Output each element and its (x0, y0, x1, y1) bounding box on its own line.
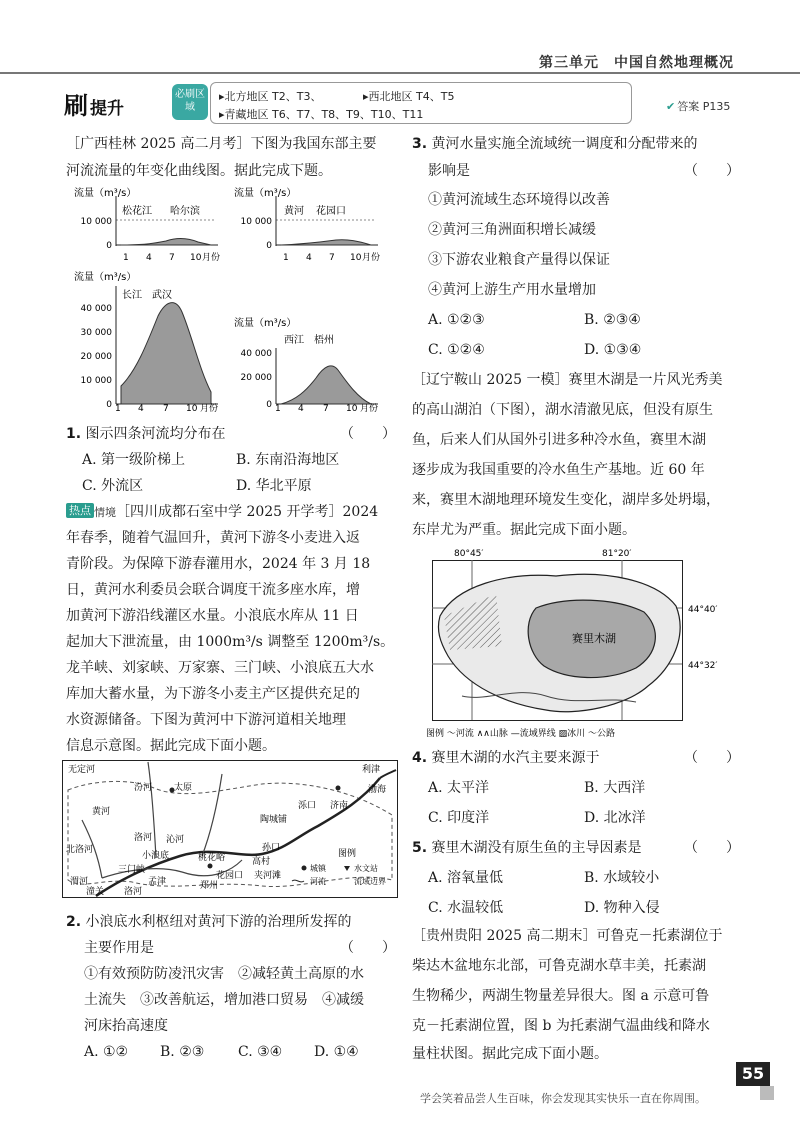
chart3-ylabel: 流量（m³/s） (74, 272, 137, 283)
q2-option-d[interactable]: D. ①④ (314, 1044, 359, 1060)
chart4-station: 梧州 (314, 335, 334, 346)
lake-name: 赛里木湖 (572, 632, 616, 645)
header-rule (0, 72, 800, 74)
q5-option-a[interactable]: A. 溶氧量低 (428, 870, 504, 886)
chart2-month: 1 (283, 253, 289, 263)
legend-border: 流域边界 (354, 877, 386, 886)
q5-option-d[interactable]: D. 物种入侵 (584, 900, 660, 916)
river-flow-charts (66, 186, 396, 416)
q3-item-2: ②黄河三角洲面积增长减缓 (428, 222, 596, 238)
q2-option-b[interactable]: B. ②③ (160, 1044, 205, 1060)
chart1-month: 1 (123, 253, 129, 263)
place-jinan: 济南 (330, 801, 349, 811)
kuluke-intro-line: ［贵州贵阳 2025 高二期末］可鲁克－托素湖位于 (412, 928, 723, 944)
chart4-river: 西江 (284, 335, 304, 346)
chart-huanghe (234, 186, 380, 263)
q2-text: 小浪底水利枢纽对黄河下游的治理所发挥的 (85, 914, 352, 930)
q2-option-a[interactable]: A. ①② (84, 1044, 129, 1060)
q2-options-3: 河床抬高速度 (84, 1018, 168, 1034)
chart1-xlabel: 月份 (202, 253, 221, 263)
chart1-tick: 10 000 (80, 217, 112, 227)
place-taiyuan: 太原 (174, 783, 193, 793)
chart1-ylabel: 流量（m³/s） (74, 188, 137, 199)
kuluke-intro-line: 克－托素湖位置，图 b 为托素湖气温曲线和降水 (412, 1018, 710, 1034)
q3-option-a[interactable]: A. ①②③ (428, 312, 485, 328)
q3-blank[interactable]: （ ） (684, 163, 740, 179)
chart4-month: 10 (346, 404, 358, 414)
chart3-tick: 0 (106, 400, 112, 410)
legend-river: 河流 (310, 877, 326, 886)
chart3-month: 1 (115, 404, 121, 414)
chart1-tick: 0 (106, 241, 112, 251)
chart3-area (121, 303, 211, 404)
hot-line: 起加大下泄流量，由 1000m³/s 调整至 1200m³/s。 (66, 634, 395, 650)
place-luokou: 泺口 (298, 801, 317, 811)
q3-text: 黄河水量实施全流域统一调度和分配带来的 (431, 136, 698, 152)
chart4-ylabel: 流量（m³/s） (234, 318, 297, 329)
hot-line: 水资源储备。下图为黄河中下游河道相关地理 (66, 712, 346, 728)
q1-option-c[interactable]: C. 外流区 (82, 478, 144, 494)
q5-option-b[interactable]: B. 水域较小 (584, 870, 660, 886)
q2-options-2: 土流失 ③改善航运，增加港口贸易 ④减缓 (84, 992, 364, 1008)
chart2-tick: 10 000 (240, 217, 272, 227)
river-wei: 渭河 (70, 877, 89, 887)
q2-blank[interactable]: （ ） (340, 940, 396, 956)
chart2-month: 7 (329, 253, 335, 263)
place-sunkou: 孙口 (262, 843, 281, 853)
sailimu-intro-line: 逐步成为我国重要的冷水鱼生产基地。近 60 年 (412, 462, 705, 478)
chart-songhua (74, 186, 220, 263)
place-jiahe: 夹河滩 (254, 871, 282, 881)
sailimu-intro-line: 鱼，后来人们从国外引进多种冷水鱼，赛里木湖 (412, 432, 706, 448)
q4-option-b[interactable]: B. 大西洋 (584, 780, 646, 796)
q2-options-1: ①有效预防防凌汛灾害 ②减轻黄土高原的水 (84, 966, 364, 982)
chart4-xlabel: 月份 (360, 404, 379, 414)
q3-option-b[interactable]: B. ②③④ (584, 312, 641, 328)
region-north[interactable]: ▸北方地区 T2、T3、 (219, 90, 322, 103)
hot-kind: 情境 (94, 506, 116, 519)
q3-stem-1 (412, 130, 698, 159)
answer-page: 答案 P135 (677, 100, 731, 113)
q2-option-c[interactable]: C. ③④ (238, 1044, 283, 1060)
city-marker (208, 864, 213, 869)
brand-logo (64, 86, 124, 121)
legend-station: 水文站 (354, 864, 378, 873)
q3-item-4: ④黄河上游生产用水量增加 (428, 282, 596, 298)
chart1-month: 7 (169, 253, 175, 263)
intro-line-2: 河流流量的年变化曲线图。据此完成下题。 (66, 163, 332, 179)
page-number: 55 (736, 1062, 770, 1086)
q5-number: 5. (412, 840, 428, 856)
river-wuding: 无定河 (68, 765, 96, 775)
q1-number: 1. (66, 426, 82, 442)
q4-option-c[interactable]: C. 印度洋 (428, 810, 490, 826)
q5-blank[interactable]: （ ） (684, 840, 740, 856)
q1-option-b[interactable]: B. 东南沿海地区 (236, 452, 340, 468)
chart4-month: 4 (298, 404, 304, 414)
hot-line: 青阶段。为保障下游春灌用水，2024 年 3 月 18 (66, 556, 371, 572)
hot-line: 龙羊峡、刘家峡、万家寨、三门峡、小浪底五大水 (66, 660, 374, 676)
q2-stem-1 (66, 908, 352, 937)
place-bohai: 渤海 (368, 785, 387, 795)
chart3-tick: 20 000 (80, 352, 112, 362)
region-tibet[interactable]: ▸青藏地区 T6、T7、T8、T9、T10、T11 (219, 108, 424, 121)
place-mengjin: 孟津 (148, 877, 167, 887)
chart1-area (121, 238, 211, 245)
chart4-month: 7 (323, 404, 329, 414)
place-xiaolangdi: 小浪底 (142, 851, 170, 861)
q5-stem (412, 834, 642, 863)
yellow-river-map (62, 760, 398, 898)
chart1-river: 松花江 (122, 206, 152, 217)
place-taocheng: 陶城铺 (260, 815, 288, 825)
chart2-month: 10 (350, 253, 362, 263)
sailimu-intro-line: 来，赛里木湖地理环境发生变化，湖岸多处坍塌， (412, 492, 720, 508)
region-northwest[interactable]: ▸西北地区 T4、T5 (363, 90, 455, 103)
lat-label-2: 44°32′ (688, 661, 718, 671)
chart4-tick: 40 000 (240, 349, 272, 359)
q4-stem (412, 744, 600, 773)
q3-item-1: ①黄河流域生态环境得以改善 (428, 192, 610, 208)
q4-text: 赛里木湖的水汽主要来源于 (431, 750, 600, 766)
chart2-xlabel: 月份 (362, 253, 381, 263)
q2-number: 2. (66, 914, 82, 930)
hot-badge: 热点 (66, 503, 94, 518)
chart4-month: 1 (275, 404, 281, 414)
hot-line: 信息示意图。据此完成下面小题。 (66, 738, 276, 754)
hot-line: 年春季，随着气温回升，黄河下游冬小麦进入返 (66, 530, 360, 546)
q4-option-d[interactable]: D. 北冰洋 (584, 810, 646, 826)
brand-char: 刷 (64, 92, 88, 120)
answer-ref[interactable] (666, 98, 730, 114)
river-qin: 沁河 (166, 835, 185, 845)
chart-xijiang (234, 316, 378, 410)
chart-changjiang (74, 270, 218, 410)
legend-city: 城镇 (310, 864, 326, 873)
river-beiluo: 北洛河 (66, 845, 94, 855)
lake-map-legend: 图例 ～河流 ∧∧山脉 —流域界线 ▨冰川 ～公路 (426, 729, 615, 739)
chart3-month: 10 (186, 404, 198, 414)
place-tongguan: 潼关 (86, 887, 105, 897)
chart3-month: 4 (138, 404, 144, 414)
chart3-tick: 10 000 (80, 376, 112, 386)
q4-option-a[interactable]: A. 太平洋 (428, 780, 490, 796)
kuluke-intro-line: 量柱状图。据此完成下面小题。 (412, 1046, 608, 1062)
charts-bottom-axis-labels (66, 400, 396, 420)
q3-stem-2: 影响是 (428, 163, 470, 179)
q5-text: 赛里木湖没有原生鱼的主导因素是 (431, 840, 642, 856)
place-huayuankou: 花园口 (216, 871, 244, 881)
place-gaocun: 高村 (252, 857, 271, 867)
river-huang: 黄河 (92, 807, 111, 817)
check-icon: ✔ (666, 100, 676, 113)
place-taohuayu: 桃花峪 (198, 853, 226, 863)
chart2-river: 黄河 (284, 206, 304, 217)
chart4-tick: 20 000 (240, 373, 272, 383)
chart2-month: 4 (306, 253, 312, 263)
chart4-area (281, 366, 371, 404)
q3-option-d[interactable]: D. ①③④ (584, 342, 642, 358)
page-corner-mark (760, 1086, 774, 1100)
q2-stem-2: 主要作用是 (84, 940, 154, 956)
kuluke-intro-line: 柴达木盆地东北部，可鲁克湖水草丰美，托素湖 (412, 958, 706, 974)
q3-item-3: ③下游农业粮食产量得以保证 (428, 252, 610, 268)
chart2-area (281, 240, 371, 245)
chart3-tick: 30 000 (80, 328, 112, 338)
chart2-station: 花园口 (316, 206, 346, 217)
kuluke-intro-line: 生物稀少，两湖生物量差异很大。图 a 示意可鲁 (412, 988, 710, 1004)
city-marker (336, 786, 341, 791)
region-band (210, 82, 632, 124)
lon-label-1: 80°45′ (454, 549, 484, 559)
intro-line-1: ［广西桂林 2025 高二月考］下图为我国东部主要 (66, 136, 377, 152)
place-sanmenxia: 三门峡 (118, 865, 146, 875)
place-lijin: 利津 (362, 765, 381, 775)
sailimu-intro-line: 的高山湖泊（下图），湖水清澈见底，但没有原生 (412, 402, 713, 418)
chart2-tick: 0 (266, 241, 272, 251)
hot-line: 日，黄河水利委员会联合调度干流多座水库，增 (66, 582, 360, 598)
hot-line-1 (66, 498, 378, 527)
legend-title: 图例 (338, 849, 357, 859)
q4-blank[interactable]: （ ） (684, 750, 740, 766)
q1-option-a[interactable]: A. 第一级阶梯上 (82, 452, 186, 468)
q1-blank[interactable]: （ ） (340, 426, 396, 442)
q1-stem (66, 420, 226, 449)
q3-number: 3. (412, 136, 428, 152)
hot-line: 加黄河下游沿线灌区水量。小浪底水库从 11 日 (66, 608, 359, 624)
river-yiluo: 洛河 (124, 887, 143, 897)
chart3-month: 7 (163, 404, 169, 414)
q1-option-d[interactable]: D. 华北平原 (236, 478, 312, 494)
river-luo: 洛河 (134, 833, 153, 843)
q5-option-c[interactable]: C. 水温较低 (428, 900, 504, 916)
region-tag-icon: 必刷区域 (172, 84, 208, 120)
q1-text: 图示四条河流均分布在 (85, 426, 226, 442)
hot-line: 库加大蓄水量，为下游冬小麦主产区提供充足的 (66, 686, 360, 702)
river-fen: 汾河 (134, 783, 153, 793)
sailimu-intro-line: ［辽宁鞍山 2025 一模］赛里木湖是一片风光秀美 (412, 372, 723, 388)
chart2-ylabel: 流量（m³/s） (234, 188, 297, 199)
chart3-station: 武汉 (152, 290, 172, 301)
chart1-month: 4 (146, 253, 152, 263)
hot-text: ［四川成都石室中学 2025 开学考］2024 (116, 504, 379, 520)
chart3-river: 长江 (122, 290, 142, 301)
sailimu-lake-map (426, 546, 726, 742)
lon-label-2: 81°20′ (602, 549, 632, 559)
chart3-tick: 40 000 (80, 304, 112, 314)
chart3-xlabel: 月份 (200, 404, 219, 414)
unit-title: 第三单元 中国自然地理概况 (539, 55, 734, 71)
place-zhengzhou: 郑州 (200, 881, 219, 891)
chart1-month: 10 (190, 253, 202, 263)
sailimu-intro-line: 东岸尤为严重。据此完成下面小题。 (412, 522, 636, 538)
brand-subtitle: 提升 (90, 99, 124, 119)
chart4-tick: 0 (266, 400, 272, 410)
legend-city-icon (302, 866, 307, 871)
q3-option-c[interactable]: C. ①②④ (428, 342, 485, 358)
q4-number: 4. (412, 750, 428, 766)
chart1-station: 哈尔滨 (170, 206, 200, 217)
footer-motto: 学会笑着品尝人生百味，你会发现其实快乐一直在你周围。 (420, 1092, 706, 1105)
lat-label-1: 44°40′ (688, 605, 718, 615)
